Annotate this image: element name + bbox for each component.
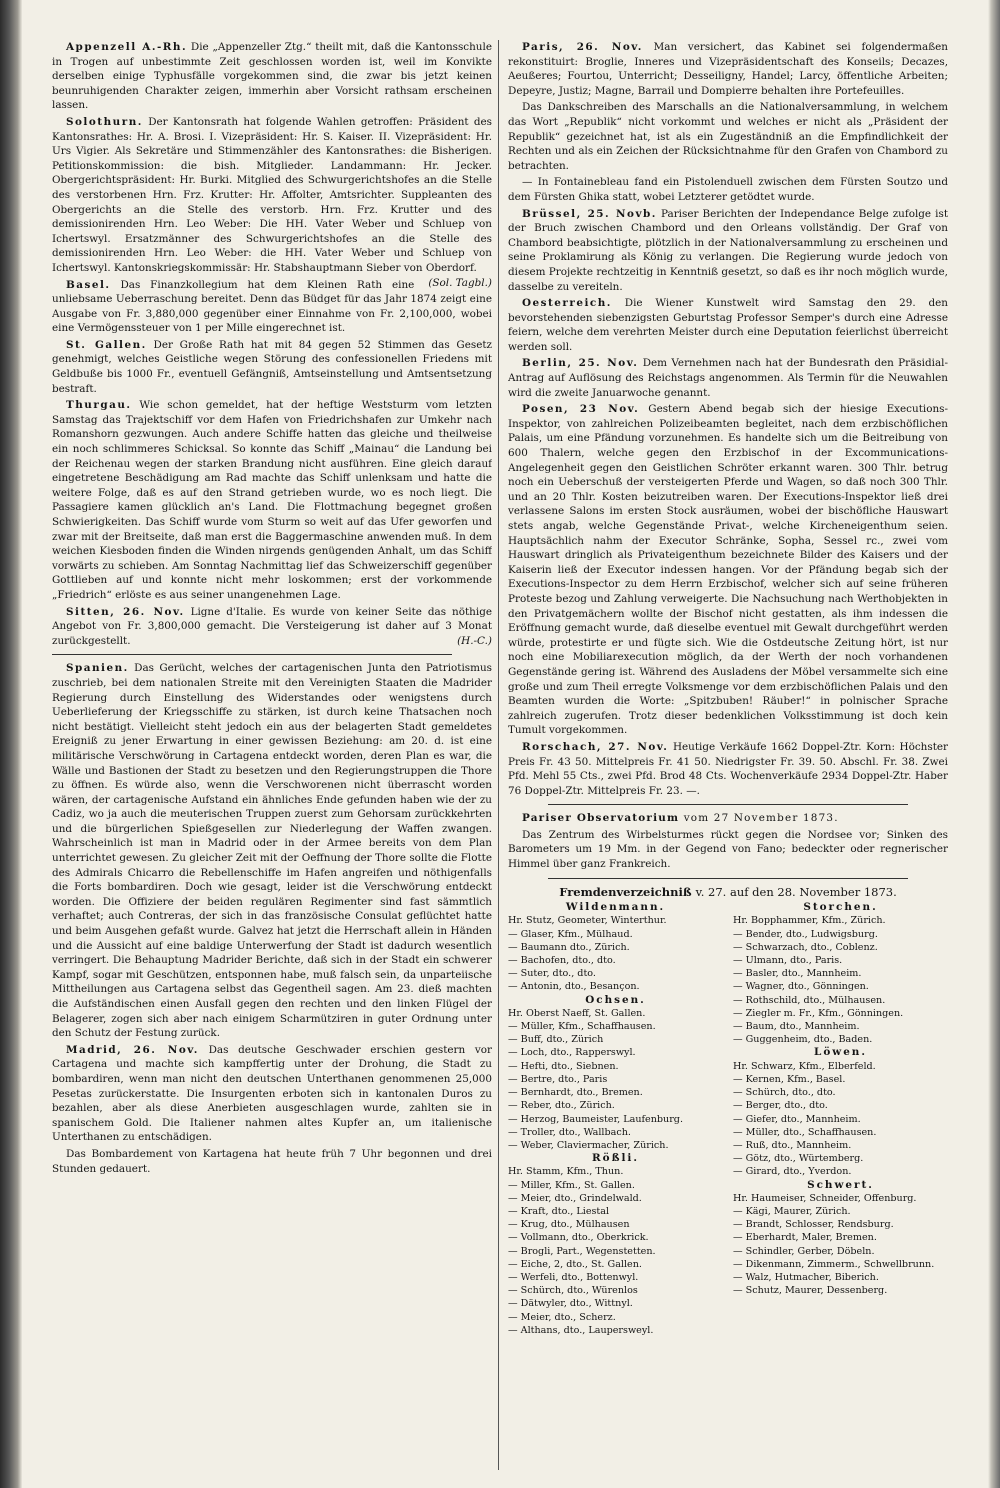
article-appenzell: Appenzell A.-Rh. Die „Appenzeller Ztg.“ theilt mit, daß die Kantonsschule in Trogen auf unbestimmte Zeit geschlossen worden ist, weil im Konvikte derselben einige Typhusfälle vorgekommen sind, die zwar bis jetzt keinen beunruhigenden Charakter zeigen, immerhin aber Vorsicht rathsam erscheinen lassen. bbox=[52, 41, 492, 112]
guest-entry: — Götz, dto., Würtemberg. bbox=[733, 1153, 864, 1165]
hotel-guests bbox=[508, 1007, 723, 1152]
hotel-guests bbox=[508, 914, 723, 993]
right-column bbox=[508, 40, 948, 1464]
article-bombardement: Das Bombardement von Kartagena hat heute früh 7 Uhr begonnen und drei Stunden gedauert. bbox=[52, 1147, 492, 1175]
hotel-guests bbox=[733, 1060, 948, 1179]
guest-entry: — Ulmann, dto., Paris. bbox=[733, 955, 843, 967]
guest-entry: — Herzog, Baumeister, Laufenburg. bbox=[508, 1113, 683, 1125]
article-spanien: Spanien. Das Gerücht, welches der cartagenischen Junta den Patriotismus zuschrieb, bei dem nationalen Streite mit den Vereinigten Staaten die Madrider Regierung durch Einstellung des Widerstandes oder wenigstens durch Ueberlieferung der Kriegsschiffe zu stärken, ist durch keine Thatsachen noch nicht bestätigt. Vielleicht steht jedoch ein aus der belagerten Stadt gemeldetes Ereigniß zu jener Erwartung in einer gewissen Beziehung: am 20. d. ist eine militärische Verschwörung in Cartagena entdeckt worden, deren Plan es war, die Wälle und Bastionen der Stadt zu besetzen und den Regierungstruppen die Thore zu öffnen. Es würde also, wenn die Verschworenen nicht überrascht worden wären, der cartagenische Aufstand ein ähnliches Ende gefunden haben wie der zu Cadiz, wo ja auch die meuterischen Truppen zuerst zum Gehorsam zurückkehrten und die bürgerlichen Spießgesellen zur Niederlegung der Waffen zwangen. Wahrscheinlich ist man in Madrid oder in der Armee bereits von dem Plan unterrichtet gewesen. Zu gleicher Zeit mit der Oeffnung der Thore sollte die Flotte des Admirals Chicarro die Rebellenschiffe im Hafen angreifen und nöthigenfalls die Forts bombardiren. Doch wie gesagt, leider ist die Verschwörung entdeckt worden. Die Offiziere der beiden regulären Regimenter sind fast sämmtlich verhaftet; auch Contreras, der sich in das französische Consulat geflüchtet hatte und beim Ausgehen gefaßt wurde. Galvez hat jetzt die Herrschaft allein in Händen und die Aussicht auf eine baldige Unterwerfung der Stadt ist dadurch wesentlich verringert. Die Behauptung Madrider Berichte, daß sich in der Stadt ein schwerer Kampf, sogar mit Geschützen, entsponnen habe, muß falsch sein, da unparteiische Mittheilungen aus Cartagena selbst das Gegentheil sagen. Am 23. dieß machten die Aufständischen einen Ausfall gegen den rechten und den linken Flügel der Belagerer, zogen sich aber nach einigem Scharmütziren in guter Ordnung unter den Schutz der Festung zurück. bbox=[52, 662, 492, 1040]
article-paris: Paris, 26. Nov. Man versichert, das Kabinet sei folgendermaßen rekonstituirt: Broglie, Inneres und Vizepräsidentschaft des Konseils; Decazes, Aeußeres; Fourtou, Unterricht; Desseiligny, Handel; Larcy, öffentliche Arbeiten; Depeyre, Justiz; Magne, Barrail und Dompierre behalten ihre Portefeuilles. bbox=[508, 41, 948, 97]
hotel-guests bbox=[508, 1165, 723, 1337]
guest-entry: — Werfeli, dto., Bottenwyl. bbox=[508, 1271, 639, 1283]
guest-entry: — Kernen, Kfm., Basel. bbox=[733, 1073, 846, 1085]
guest-entry: — Schwarzach, dto., Coblenz. bbox=[733, 941, 878, 953]
guest-entry: — Ruß, dto., Mannheim. bbox=[733, 1139, 852, 1151]
column-rule bbox=[498, 40, 499, 1470]
observatorium-heading: Pariser Observatorium vom 27 November 1873. bbox=[522, 812, 839, 825]
guest-entry: Hr. Stutz, Geometer, Winterthur. bbox=[508, 915, 667, 927]
observatorium-report: Das Zentrum des Wirbelsturmes rückt gegen die Nordsee vor; Sinken des Barometers um 19 Mm. in der Gegend von Fano; bedeckter oder regnerischer Himmel über ganz Frankreich. bbox=[508, 828, 948, 871]
guest-entry: — Buff, dto., Zürich bbox=[508, 1034, 604, 1046]
guest-entry: — Suter, dto., dto. bbox=[508, 968, 596, 980]
guest-entry: — Schindler, Gerber, Döbeln. bbox=[733, 1245, 875, 1257]
guest-entry: — Wagner, dto., Gönningen. bbox=[733, 981, 869, 993]
guest-entry: — Baumann dto., Zürich. bbox=[508, 941, 630, 953]
guest-entry: — Althans, dto., Laupersweyl. bbox=[508, 1324, 654, 1336]
guest-entry: — Schürch, dto., Würenlos bbox=[508, 1285, 638, 1297]
guest-entry: — Kägi, Maurer, Zürich. bbox=[733, 1205, 851, 1217]
guest-entry: — Meier, dto., Grindelwald. bbox=[508, 1192, 642, 1204]
guest-entry: — Troller, dto., Wallbach. bbox=[508, 1126, 631, 1138]
guest-entry: — Guggenheim, dto., Baden. bbox=[733, 1034, 873, 1046]
guest-entry: — Weber, Claviermacher, Zürich. bbox=[508, 1139, 669, 1151]
article-bruessel: Brüssel, 25. Novb. Pariser Berichten der Independance Belge zufolge ist der Bruch zwischen Chambord und den Orleans vollständig. Der Graf von Chambord beabsichtigte, plötzlich in der Nationalversammlung zu erscheinen und seine Proklamirung als König zu verlangen. Die Regierung wurde jedoch von diesem Projekte rechtzeitig in Kenntniß gesetzt, so daß es ihr noch möglich wurde, dasselbe zu vereiteln. bbox=[508, 207, 948, 293]
hotel-heading: Löwen. bbox=[814, 1046, 867, 1059]
article-basel: Basel. Das Finanzkollegium hat dem Kleinen Rath eine unliebsame Ueberraschung bereitet. Denn das Büdget für das Jahr 1874 zeigt eine Ausgabe von Fr. 3,880,000 gegenüber einer Einnahme von Fr. 2,100,000, wobei eine Vermögenssteuer von 1 per Mille eingerechnet ist. bbox=[52, 278, 492, 335]
guest-entry: — Berger, dto., dto. bbox=[733, 1100, 828, 1112]
guest-entry: — Eiche, 2, dto., St. Gallen. bbox=[508, 1258, 642, 1270]
guest-entry: — Eberhardt, Maler, Bremen. bbox=[733, 1232, 877, 1244]
guest-entry: — Kraft, dto., Liestal bbox=[508, 1205, 610, 1217]
guest-entry: — Müller, Kfm., Schaffhausen. bbox=[508, 1021, 656, 1033]
guest-column-left bbox=[508, 901, 723, 1337]
hotel-heading: Rößli. bbox=[592, 1152, 639, 1165]
guest-entry: — Basler, dto., Mannheim. bbox=[733, 968, 862, 980]
guest-entry: — Girard, dto., Yverdon. bbox=[733, 1166, 852, 1178]
guest-entry: — Baum, dto., Mannheim. bbox=[733, 1021, 860, 1033]
fremdenverzeichnis-title: Fremdenverzeichniß v. 27. auf den 28. November 1873. bbox=[559, 884, 897, 899]
guest-entry: Hr. Haumeiser, Schneider, Offenburg. bbox=[733, 1192, 917, 1204]
guest-entry: — Brogli, Part., Wegenstetten. bbox=[508, 1245, 656, 1257]
article-dankschreiben: Das Dankschreiben des Marschalls an die Nationalversammlung, in welchem das Wort „Republik“ nicht vorkommt und welches er nicht als „Präsident der Republik“ gezeichnet hat, ist als ein Zugeständniß an die Empfindlichkeit der Rechten und als ein Zeichen der Rücksichtnahme für den Grafen von Chambord zu betrachten. bbox=[508, 101, 948, 172]
article-thurgau: Thurgau. Wie schon gemeldet, hat der heftige Weststurm vom letzten Samstag das Trajektschiff vor dem Hafen von Friedrichshafen zur Umkehr nach Romanshorn gezwungen. Auch andere Schiffe hatten das gleiche und theilweise ein noch schlimmeres Schicksal. So konnte das Schiff „Mainau“ die Landung bei der Reichenau wegen der starken Brandung nicht ausführen. Eine gleich darauf eingetretene Beschädigung am Rad machte das Schiff unlenksam und hatte die weitere Folge, daß es auf den Strand getrieben wurde, wo es noch liegt. Die Passagiere kamen glücklich an's Land. Die Flottmachung begegnet großen Schwierigkeiten. Das Schiff wurde vom Sturm so weit auf das Ufer geworfen und zwar mit der Breitseite, daß man erst die Baggermaschine anwenden muß. In dem weichen Kiesboden finden die Winden nirgends genügenden Anhalt, um das Schiff vorwärts zu schieben. Am Sonntag Nachmittag lief das Schweizerschiff gegenüber Gottlieben auf und konnte nicht mehr loskommen; erst der vorkommende „Friedrich“ erlöste es aus seiner unangenehmen Lage. bbox=[52, 399, 492, 601]
hotel-heading: Ochsen. bbox=[585, 993, 646, 1006]
guest-entry: Hr. Stamm, Kfm., Thun. bbox=[508, 1166, 624, 1178]
guest-entry: — Müller, dto., Schaffhausen. bbox=[733, 1126, 877, 1138]
article-fontainebleau: — In Fontainebleau fand ein Pistolenduell zwischen dem Fürsten Soutzo und dem Fürsten Ghika statt, wobei Letzterer getödtet wurde. bbox=[508, 176, 948, 203]
page-gutter-left bbox=[0, 0, 22, 1488]
hotel-heading: Storchen. bbox=[803, 901, 878, 914]
guest-entry: — Giefer, dto., Mannheim. bbox=[733, 1113, 861, 1125]
guest-entry: — Rothschild, dto., Mülhausen. bbox=[733, 994, 886, 1006]
article-sitten: Sitten, 26. Nov. Ligne d'Italie. Es wurde von keiner Seite das nöthige Angebot von Fr. 3,800,000 gemacht. Die Versteigerung ist daher auf 3 Monat zurückgestellt. (H.-C.) bbox=[52, 605, 492, 647]
article-oesterreich: Oesterreich. Die Wiener Kunstwelt wird Samstag den 29. den bevorstehenden siebenzigsten Geburtstag Professor Semper's durch eine Adresse feiern, welche dem verehrten Meister durch eine Deputation feierlichst überreicht werden soll. bbox=[508, 297, 948, 353]
guest-entry: — Schutz, Maurer, Dessenberg. bbox=[733, 1285, 888, 1297]
guest-entry: — Bachofen, dto., dto. bbox=[508, 955, 616, 967]
page-gutter-right bbox=[988, 0, 1000, 1488]
guest-entry: — Meier, dto., Scherz. bbox=[508, 1311, 616, 1323]
hotel-heading: Schwert. bbox=[807, 1178, 874, 1191]
left-column bbox=[52, 40, 492, 1464]
guest-entry: — Walz, Hutmacher, Biberich. bbox=[733, 1271, 879, 1283]
guest-entry: — Antonin, dto., Besançon. bbox=[508, 981, 640, 993]
guest-entry: — Bertre, dto., Paris bbox=[508, 1073, 608, 1085]
guest-entry: Hr. Schwarz, Kfm., Elberfeld. bbox=[733, 1060, 876, 1072]
guest-entry: Hr. Oberst Naeff, St. Gallen. bbox=[508, 1007, 646, 1019]
article-solothurn: Solothurn. Der Kantonsrath hat folgende Wahlen getroffen: Präsident des Kantonsrathes: Hr. A. Brosi. I. Vizepräsident: Hr. S. Kaiser. II. Vizepräsident: Hr. Urs Vigier. Als Sekretäre und Stimmenzähler des Kantonsrathes: die Bisherigen. Petitionskommission: die bish. Mitglieder. Landammann: Hr. Jecker. Obergerichtspräsident: Hr. Burki. Mitglied des Schwurgerichtshofes an die Stelle des verstorbenen Hrn. Frz. Krutter: Hr. Affolter, Amtsrichter. Suppleanten des Obergerichts an die Stelle des verstorb. Hrn. Frz. Krutter und des demissionirenden Hrn. Leo Weber: Die HH. Vater Weber und Schluep von Ichertswyl. Ersatzmänner des Schwurgerichtshofes an die Stelle des demissionirenden Hrn. Leo Weber: die HH. Vater Weber und Schluep von Ichertswyl. Kantonskriegskommissär: Hr. Stabshauptmann Sieber von Oberdorf. (Sol. Tagbl.) bbox=[52, 115, 492, 289]
guest-entry: — Reber, dto., Zürich. bbox=[508, 1100, 615, 1112]
market-report-rorschach: Rorschach, 27. Nov. Heutige Verkäufe 1662 Doppel-Ztr. Korn: Höchster Preis Fr. 43 50. Mittelpreis Fr. 41 50. Niedrigster Fr. 39. 50. Abschl. Fr. 38. Zwei Pfd. Mehl 55 Cts., zwei Pfd. Brod 48 Cts. Wochenverkäufe 2934 Doppel-Ztr. Haber 76 Doppel-Ztr. Mittelpreis Fr. 23. —. bbox=[508, 740, 948, 797]
guest-column-right bbox=[733, 901, 948, 1337]
guest-entry: — Bender, dto., Ludwigsburg. bbox=[733, 928, 878, 940]
guest-entry: — Hefti, dto., Siebnen. bbox=[508, 1060, 619, 1072]
guest-entry: — Vollmann, dto., Oberkrick. bbox=[508, 1232, 649, 1244]
hotel-guests bbox=[733, 1192, 948, 1298]
guest-entry: — Loch, dto., Rapperswyl. bbox=[508, 1047, 636, 1059]
guest-entry: Hr. Bopphammer, Kfm., Zürich. bbox=[733, 915, 886, 927]
guest-entry: — Ziegler m. Fr., Kfm., Gönningen. bbox=[733, 1007, 904, 1019]
guest-entry: — Glaser, Kfm., Mülhaud. bbox=[508, 928, 633, 940]
guest-entry: — Bernhardt, dto., Bremen. bbox=[508, 1087, 643, 1099]
article-madrid: Madrid, 26. Nov. Das deutsche Geschwader erschien gestern vor Cartagena und machte sich kampffertig unter der Drohung, die Stadt zu bombardiren, wenn man nicht den deutschen Unterthanen genommenen 25,000 Pesetas zurückerstatte. Die Insurgenten erboten sich in kantonalen Duros zu bezahlen, aber als diese Anerbieten ausgeschlagen wurde, zahlten sie in spanischem Gold. Die Italiener nahmen altes Kupfer an, um italienische Unterthanen zu entschädigen. bbox=[52, 1043, 492, 1144]
article-berlin: Berlin, 25. Nov. Dem Vernehmen nach hat der Bundesrath den Präsidial-Antrag auf Auflösung des Reichstags angenommen. Als Termin für die Neuwahlen wird die zweite Januarwoche genannt. bbox=[508, 357, 948, 399]
guest-entry: — Schürch, dto., dto. bbox=[733, 1087, 836, 1099]
guest-entry: — Brandt, Schlosser, Rendsburg. bbox=[733, 1219, 894, 1231]
hotel-heading: Wildenmann. bbox=[565, 901, 666, 914]
guest-list bbox=[508, 901, 948, 1337]
section-divider bbox=[548, 804, 908, 805]
section-divider bbox=[548, 878, 908, 879]
guest-entry: — Miller, Kfm., St. Gallen. bbox=[508, 1179, 635, 1191]
section-divider bbox=[52, 654, 452, 655]
guest-entry: — Krug, dto., Mülhausen bbox=[508, 1219, 630, 1231]
guest-entry: — Dikenmann, Zimmerm., Schwellbrunn. bbox=[733, 1258, 935, 1270]
guest-entry: — Dätwyler, dto., Wittnyl. bbox=[508, 1298, 633, 1310]
hotel-guests bbox=[733, 914, 948, 1046]
article-posen: Posen, 23 Nov. Gestern Abend begab sich der hiesige Executions-Inspektor, von zahlreichen Polizeibeamten begleitet, nach dem erzbischöflichen Palais, um eine Pfändung vorzunehmen. Es handelte sich um die Beitreibung von 600 Thalern, welche gegen den Erzbischof in der Excommunications-Angelegenheit gegen den Geistlichen Schröter erkannt waren. 300 Thlr. betrug noch ein Ueberschuß der versteigerten Pferde und Wagen, so daß noch 300 Thlr. und an 20 Thlr. Kosten beizutreiben waren. Der Executions-Inspektor ließ drei verlassene Salons im ersten Stock ausräumen, wobei der bischöfliche Hauswart stets angab, welche Gegenstände Privat-, welche Kircheneigenthum seien. Hauptsächlich nahm der Executor Schränke, Sopha, Sessel rc., zwei vom Hauswart dringlich als Privateigenthum bezeichnete Bilder des Kaisers und der Kaiserin ließ der Executor indessen hangen. Vor der Pfändung begab sich der Executions-Inspector zu dem Herrn Erzbischof, welcher sich auf seine früheren Proteste bezog und Zahlung verweigerte. Die Nachsuchung nach Werthobjekten in den Privatgemächern wollte der Bischof nicht gestatten, als ihm indessen die Eröffnung gemacht wurde, daß dieselbe eventuel mit Gewalt durchgeführt werden würde, protestirte er und fügte sich. Wie die Ostdeutsche Zeitung hört, ist nur noch eine Mobiliarexecution möglich, da der Werth der noch vorhandenen Gegenstände gering ist. Während des Ausladens der Möbel versammelte sich eine große und zum Theil erregte Volksmenge vor dem erzbischöflichen Palais und den Beamten wurden die Worte: „Spitzbuben! Räuber!“ in polnischer Sprache zahlreich zugerufen. Trotz dieser bedenklichen Volksstimmung ist doch kein Tumult vorgekommen. bbox=[508, 403, 948, 737]
article-st-gallen: St. Gallen. Der Große Rath hat mit 84 gegen 52 Stimmen das Gesetz genehmigt, welches Geistliche wegen Störung des confessionellen Friedens mit Geldbuße bis 1000 Fr., eventuell Gefängniß, Amtseinstellung und Amtsentsetzung bestraft. bbox=[52, 338, 492, 395]
